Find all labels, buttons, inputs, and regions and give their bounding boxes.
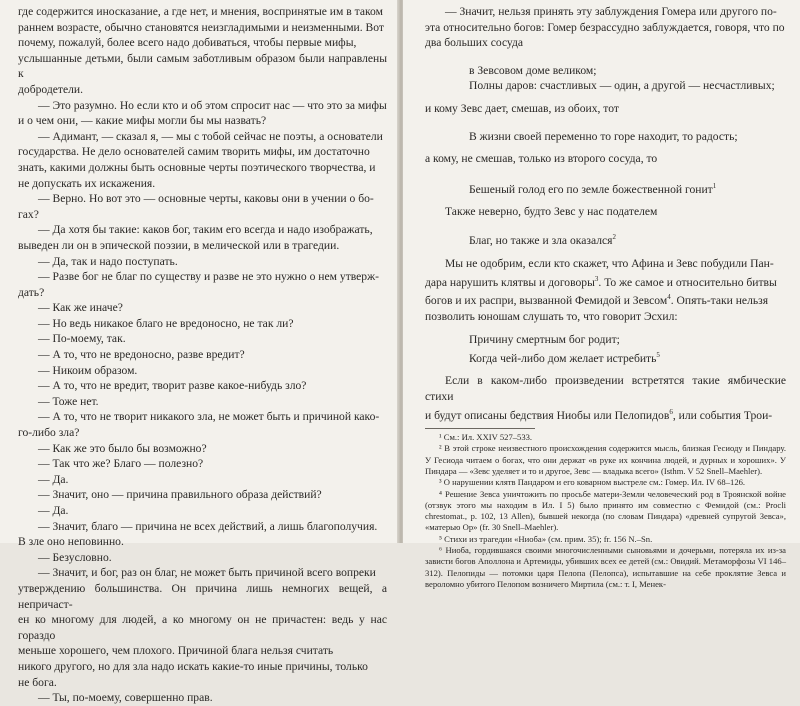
left-page-text bbox=[18, 4, 387, 706]
text-line: дать? bbox=[18, 285, 45, 299]
text-line: — Разве бог не благ по существу и разве не это нужно о нем утверж- bbox=[38, 270, 379, 284]
footnote: ⁴ Решение Зевса уничтожить по просьбе матери-Земли человеческий род в Троянской войне (отзвук этого мы находим в Ил. I 5) было принято им совместно с Фемидой (см.: Procli chrestomat., p. 102, 13 Allen), бывшей некогда (по словам Пиндара) «древней супругой Зевса», «матерью Ор» (fr. 30 Snell–Maehler). bbox=[425, 488, 786, 533]
paragraph-line: — Значит, нельзя принять эту заблуждения Гомера или другого по- bbox=[445, 5, 777, 18]
footnote-ref[interactable]: 3 bbox=[594, 274, 599, 283]
text-line: никого другого, но для зла надо искать какие-то иные причины, только bbox=[18, 659, 368, 673]
text-line: — Но ведь никакое благо не вредоносно, не так ли? bbox=[38, 316, 294, 330]
text-line: утверждению большинства. Он причина лишь немногих вещей, а непричаст- bbox=[18, 581, 387, 611]
text-line: гах? bbox=[18, 207, 39, 221]
text-line: — А то, что не вредит, творит разве какое-нибудь зло? bbox=[38, 379, 307, 393]
text-segment: дара нарушить клятвы и договоры bbox=[425, 275, 595, 289]
text-line: почему, пожалуй, более всего надо добиваться, чтобы первые мифы, bbox=[18, 36, 357, 50]
paragraph-line: Если в каком-либо произведении встретятся такие ямбические стихи bbox=[425, 374, 786, 403]
text-line: — Да хотя бы такие: каков бог, таким его всегда и надо изображать, bbox=[38, 223, 373, 237]
footnote-ref[interactable]: 2 bbox=[612, 232, 616, 241]
text-line: меньше хорошего, чем плохого. Причиной блага нельзя считать bbox=[18, 644, 334, 658]
paragraph-line bbox=[425, 290, 786, 308]
text-line: — Так что же? Благо — полезно? bbox=[38, 457, 204, 471]
text-line: ен ко многому для людей, а ко многому он не причастен: ведь у нас гораздо bbox=[18, 613, 387, 642]
text-segment: . То же самое и относительно битвы bbox=[598, 275, 777, 289]
verse-block bbox=[469, 332, 786, 366]
text-segment: и будут описаны бедствия Ниобы или Пелопидов bbox=[425, 408, 670, 422]
verse-line: Полны даров: счастливых — один, а другой — несчастливых; bbox=[469, 79, 775, 93]
text-line: — Это разумно. Но если кто и об этом спросит нас — что это за мифы bbox=[38, 98, 387, 112]
text-line: го-либо зла? bbox=[18, 426, 80, 440]
verse-block bbox=[469, 129, 786, 145]
footnote-rule bbox=[425, 428, 535, 429]
text-line: — Верно. Но вот это — основные черты, каковы они в учении о бо- bbox=[38, 192, 374, 206]
footnote-ref[interactable]: 5 bbox=[656, 350, 660, 359]
verse-text: Благ, но также и зла оказался bbox=[469, 233, 613, 247]
text-line: — А то, что не вредоносно, разве вредит? bbox=[38, 348, 245, 362]
footnotes bbox=[425, 432, 786, 590]
text-line: — По-моему, так. bbox=[38, 332, 126, 346]
text-line: — Значит, благо — причина не всех действий, а лишь благополучия. bbox=[38, 519, 378, 533]
verse-line bbox=[469, 179, 786, 197]
verse-block bbox=[469, 63, 786, 94]
paragraph-line: два больших сосуда bbox=[425, 36, 524, 50]
text-line: и о чем они, — какие мифы могли бы мы назвать? bbox=[18, 114, 267, 128]
left-page bbox=[0, 0, 399, 705]
footnote: ¹ См.: Ил. XXIV 527–533. bbox=[439, 432, 533, 443]
text-line: — Значит, оно — причина правильного образа действий? bbox=[38, 488, 322, 502]
verse-block bbox=[469, 230, 786, 248]
text-line: — Адимант, — сказал я, — мы с тобой сейчас не поэты, а основатели bbox=[38, 129, 383, 143]
verse-line: в Зевсовом доме великом; bbox=[469, 63, 597, 77]
verse-text: Бешеный голод его по земле божественной гонит bbox=[469, 182, 713, 196]
text-line: добродетели. bbox=[18, 82, 83, 96]
text-segment: , или события Трои- bbox=[672, 408, 773, 422]
paragraph-line bbox=[425, 405, 786, 423]
text-line: — Как же это было бы возможно? bbox=[38, 441, 207, 455]
footnote: ⁵ Стихи из трагедии «Ниоба» (см. прим. 35); fr. 156 N.–Sn. bbox=[439, 533, 653, 544]
text-line: раннем возрасте, обычно становятся неизгладимыми и неизменными. Вот bbox=[18, 20, 384, 34]
paragraph-line: эта относительно богов: Гомер безрассудно заблуждается, говоря, что по bbox=[425, 20, 785, 34]
paragraph-line: а кому, не смешав, только из второго сосуда, то bbox=[425, 152, 658, 166]
text-line: — Как же иначе? bbox=[38, 301, 123, 315]
text-segment: богов и их распри, вызванной Фемидой и Зевсом bbox=[425, 294, 668, 308]
paragraph-line bbox=[425, 272, 786, 290]
right-page bbox=[403, 0, 800, 589]
text-line: — Да. bbox=[38, 504, 69, 517]
text-line: не допускать их искажения. bbox=[18, 176, 156, 190]
footnote-ref[interactable]: 4 bbox=[667, 293, 671, 302]
verse-line bbox=[469, 348, 786, 366]
text-line: В зле оно неповинно. bbox=[18, 535, 124, 549]
text-line: — Тоже нет. bbox=[38, 394, 99, 408]
text-line: — Безусловно. bbox=[38, 550, 112, 564]
footnote-ref[interactable]: 6 bbox=[669, 407, 673, 416]
footnote: ² В этой строке неизвестного происхождения содержится мысль, близкая Гесиоду и Пиндару. У Гесиода читаем о богах, что они держат «в руке их кончина людей, и дурных и хороших». У Пиндара — «Зевс уделяет и то и другое, Зевс — владыка всего» (Isthm. V 52 Snell–Maehler). bbox=[425, 443, 786, 476]
text-line: — Ты, по-моему, совершенно прав. bbox=[38, 691, 213, 705]
text-line: не бога. bbox=[18, 675, 57, 689]
verse-line: В жизни своей переменно то горе находит, то радость; bbox=[469, 129, 738, 143]
paragraph-line: позволить юношам слушать то, что говорит Эсхил: bbox=[425, 309, 678, 323]
text-line: выведен ли он в эпической поэзии, в мелической или в трагедии. bbox=[18, 238, 340, 252]
text-line: — А то, что не творит никакого зла, не может быть и причиной како- bbox=[38, 410, 380, 424]
text-line: где содержится иносказание, а где нет, и мнения, воспринятые им в таком bbox=[18, 5, 383, 18]
ink-mark bbox=[6, 520, 20, 534]
paragraph-line: Также неверно, будто Зевс у нас подателем bbox=[445, 205, 658, 219]
paragraph-line: и кому Зевс дает, смешав, из обоих, тот bbox=[425, 101, 619, 115]
text-line: — Да. bbox=[38, 472, 69, 486]
footnote: ⁶ Ниоба, гордившаяся своими многочисленными сыновьями и дочерьми, потеряла их из-за зависти богов Аполлона и Артемиды, убивших всех ее детей (см.: Овидий. Метаморфозы VI 146–312). Пелопиды — потомки царя Пелопа (Пелопса), испытавшие на себе проклятие Зевса и вероломно убитого Пелопом возничего Миртила (см.: т. I, Менек- bbox=[425, 545, 786, 589]
verse-line bbox=[469, 230, 786, 248]
verse-line: Причину смертным бог родит; bbox=[469, 333, 620, 347]
footnote: ³ О нарушении клятв Пандаром и его коварном выстреле см.: Гомер. Ил. IV 68–126. bbox=[439, 477, 746, 488]
verse-text: Когда чей-либо дом желает истребить bbox=[469, 351, 657, 365]
verse-block bbox=[469, 179, 786, 197]
text-line: услышанные детьми, были самым заботливым образом были направлены к bbox=[18, 51, 387, 81]
text-line: — Никоим образом. bbox=[38, 363, 138, 377]
paragraph-line: Мы не одобрим, если кто скажет, что Афина и Зевс побудили Пан- bbox=[445, 257, 774, 271]
text-segment: . Опять-таки нельзя bbox=[670, 294, 769, 308]
text-line: — Значит, и бог, раз он благ, не может быть причиной всего вопреки bbox=[38, 566, 376, 580]
text-line: государства. Не дело основателей самим творить мифы, им достаточно bbox=[18, 145, 370, 159]
text-line: знать, какими должны быть основные черты поэтического творчества, и bbox=[18, 160, 376, 174]
footnote-ref[interactable]: 1 bbox=[712, 181, 717, 190]
text-line: — Да, так и надо поступать. bbox=[38, 254, 178, 268]
